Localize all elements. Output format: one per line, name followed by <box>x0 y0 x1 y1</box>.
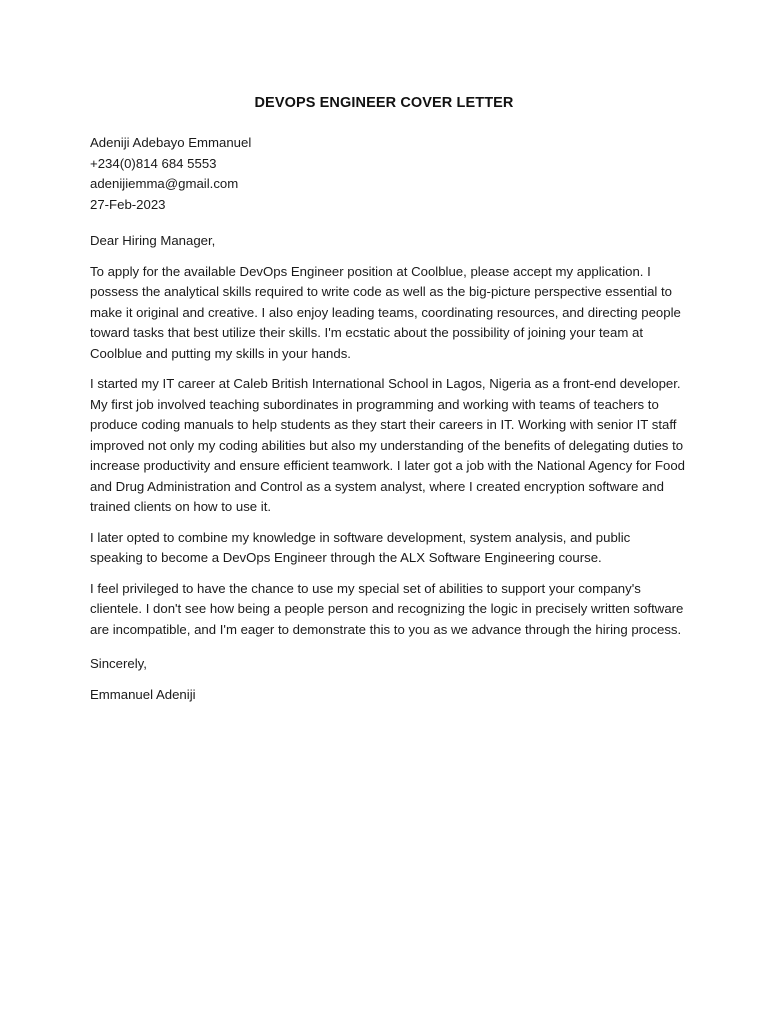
letter-date: 27-Feb-2023 <box>90 196 166 212</box>
paragraph-training: I later opted to combine my knowledge in software development, system analysis, and public speaking to become a DevOps Engineer through the ALX Software Engineering course. <box>90 529 631 565</box>
signature-name: Emmanuel Adeniji <box>90 686 196 702</box>
sender-email: adenijiemma@gmail.com <box>90 176 239 191</box>
closing: Sincerely, <box>90 656 147 671</box>
paragraph-experience: I started my IT career at Caleb British International School in Lagos, Nigeria as a front-end developer. My first job involved teaching subordinates in programming and working with teams of teachers to produce coding manuals to help students as they start their careers in IT. Working with senior IT staff improved not only my coding abilities but also my understanding of the benefits of delegating duties to increase productivity and ensure efficient teamwork. I later got a job with the National Agency for Food and Drug Administration and Control as a system analyst, where I created encryption software and trained clients on how to use it. <box>90 376 685 514</box>
sender-name: Adeniji Adebayo Emmanuel <box>90 135 252 150</box>
salutation: Dear Hiring Manager, <box>90 233 216 248</box>
paragraph-conclusion: I feel privileged to have the chance to use my special set of abilities to support your company's clientele. I don't see how being a people person and recognizing the logic in precisely written software are incompatible, and I'm eager to demonstrate this to you as we advance through the hiring process. <box>90 580 684 637</box>
letter-body <box>90 133 686 705</box>
paragraph-intro: To apply for the available DevOps Engineer position at Coolblue, please accept my application. I possess the analytical skills required to write code as well as the big-picture perspective essential to make it original and creative. I also enjoy leading teams, coordinating resources, and directing people toward tasks that best utilize their skills. I'm ecstatic about the possibility of joining your team at Coolblue and putting my skills in your hands. <box>90 263 681 361</box>
letter-title: DEVOPS ENGINEER COVER LETTER <box>254 95 514 111</box>
sender-phone: +234(0)814 684 5553 <box>90 155 217 171</box>
sender-block <box>90 133 686 215</box>
